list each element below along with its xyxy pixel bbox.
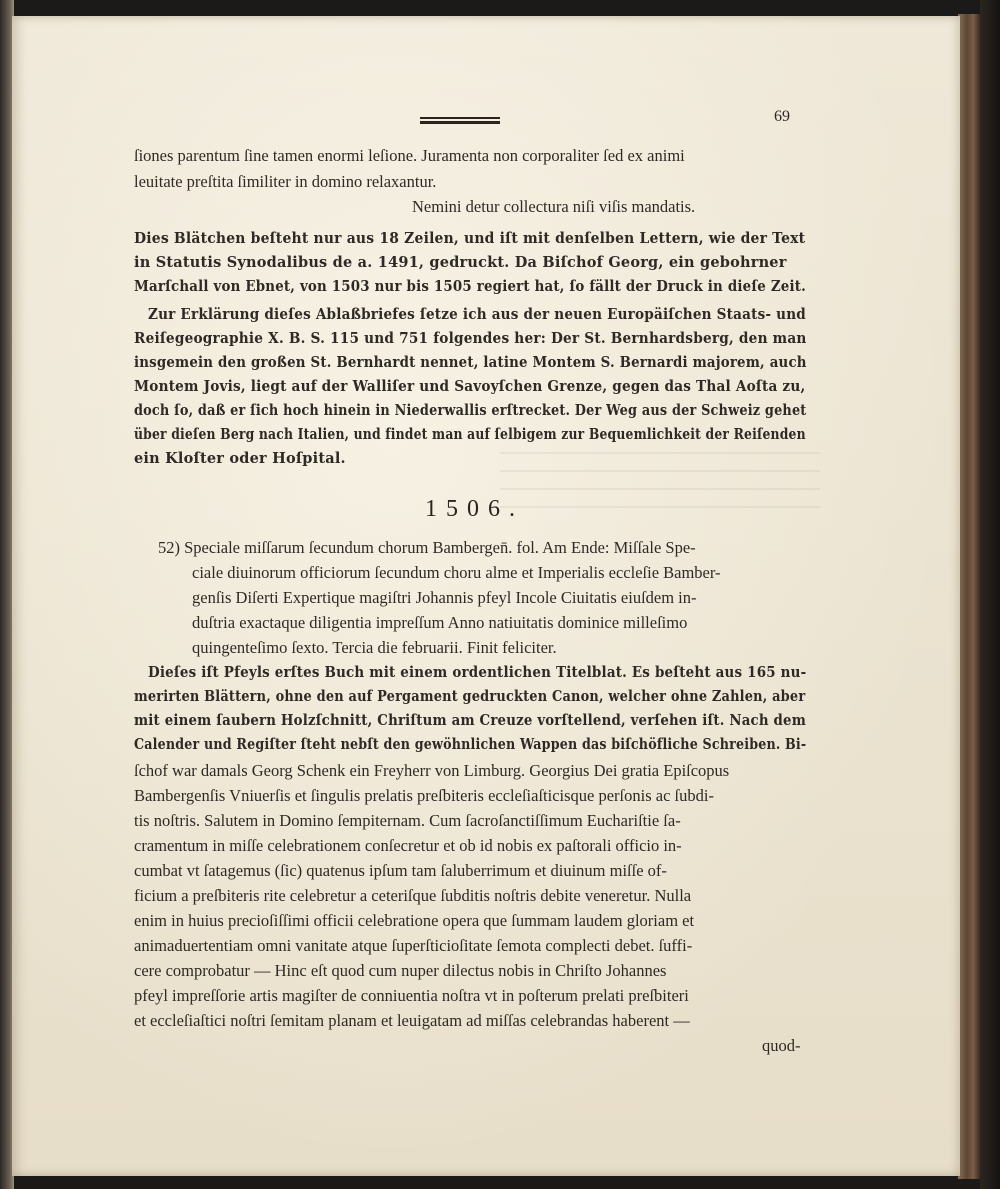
text-line: Reiſegeographie X. B. S. 115 und 751 folgendes her: Der St. Bernhardsberg, den man bbox=[134, 330, 807, 347]
text-line: tis noſtris. Salutem in Domino ſempiternam. Cum ſacroſanctiſſimum Euchariſtie ſa- bbox=[134, 811, 681, 830]
text-line: pfeyl impreſſorie artis magiſter de conniuentia noſtra vt in poſterum prelati preſbiteri bbox=[134, 986, 689, 1005]
text-line: Bambergenſis Vniuerſis et ſingulis prelatis preſbiteris eccleſiaſticisque perſonis ac ſubdi- bbox=[134, 786, 714, 805]
text-line: über dieſen Berg nach Italien, und findet man auf ſelbigem zur Bequemlichkeit der Reiſenden bbox=[134, 426, 806, 443]
entry-line: ciale diuinorum officiorum ſecundum choru alme et Imperialis eccleſie Bamber- bbox=[192, 563, 721, 582]
text-line: in Statutis Synodalibus de a. 1491, gedruckt. Da Biſchof Georg, ein gebohrner bbox=[134, 254, 787, 271]
text-line: leuitate preſtita ſimiliter in domino relaxantur. bbox=[134, 172, 437, 191]
text-line: cumbat vt ſatagemus (ſic) quatenus ipſum tam ſaluberrimum et diuinum miſſe of- bbox=[134, 861, 667, 880]
text-line: Dieſes iſt Pfeyls erſtes Buch mit einem ordentlichen Titelblat. Es beſteht aus 165 nu- bbox=[148, 664, 807, 681]
year-heading: 1506. bbox=[425, 496, 524, 522]
header-rule bbox=[420, 117, 500, 125]
book-cover-edge bbox=[958, 14, 980, 1179]
text-line: cramentum in miſſe celebrationem conſecretur et ob id nobis ex paſtorali officio in- bbox=[134, 836, 682, 855]
entry-line: 52) Speciale miſſarum ſecundum chorum Bambergen̄. fol. Am Ende: Miſſale Spe- bbox=[158, 538, 696, 557]
text-line: doch ſo, daß er ſich hoch hinein in Niederwallis erſtrecket. Der Weg aus der Schweiz gehet bbox=[134, 402, 807, 419]
page-number: 69 bbox=[774, 108, 790, 125]
text-line: ein Kloſter oder Hoſpital. bbox=[134, 450, 346, 467]
text-line: Nemini detur collectura niſi viſis mandatis. bbox=[412, 197, 696, 216]
text-line: Zur Erklärung dieſes Ablaßbriefes ſetze ich aus der neuen Europäiſchen Staats- und bbox=[148, 306, 806, 323]
catchword: quod- bbox=[762, 1036, 801, 1055]
text-line: Montem Jovis, liegt auf der Walliſer und Savoyſchen Grenze, gegen das Thal Aoſta zu, bbox=[134, 378, 806, 395]
text-line: cere comprobatur — Hinc eſt quod cum nuper dilectus nobis in Chriſto Johannes bbox=[134, 961, 667, 980]
text-line: mit einem ſaubern Holzſchnitt, Chriſtum am Creuze vorſtellend, verſehen iſt. Nach dem bbox=[134, 712, 806, 729]
text-line: animaduertentiam omni vanitate atque ſuperſticioſitate ſemota complecti debet. ſuffi- bbox=[134, 936, 693, 955]
bleed-through bbox=[500, 452, 820, 522]
text-line: ſchof war damals Georg Schenk ein Freyherr von Limburg. Georgius Dei gratia Epiſcopus bbox=[134, 761, 730, 780]
text-line: Calender und Regiſter ſteht nebſt den gewöhnlichen Wappen das biſchöfliche Schreiben. Bi- bbox=[134, 736, 807, 753]
text-line: ficium a preſbiteris rite celebretur a ceteriſque ſubditis noſtris debite veneretur. Nulla bbox=[134, 886, 692, 905]
text-line: Marſchall von Ebnet, von 1503 nur bis 1505 regiert hat, ſo fällt der Druck in dieſe Zeit. bbox=[134, 278, 806, 295]
text-line: insgemein den großen St. Bernhardt nennet, latine Montem S. Bernardi majorem, auch bbox=[134, 354, 807, 371]
text-line: et eccleſiaſtici noſtri ſemitam planam et leuigatam ad miſſas celebrandas haberent — bbox=[134, 1011, 690, 1030]
book-cover-outer bbox=[980, 0, 1000, 1189]
text-line: merirten Blättern, ohne den auf Pergament gedruckten Canon, welcher ohne Zahlen, aber bbox=[134, 688, 806, 705]
entry-line: duſtria exactaque diligentia impreſſum Anno natiuitatis dominice milleſimo bbox=[192, 613, 688, 632]
entry-line: quingenteſimo ſexto. Tercia die februarii. Finit feliciter. bbox=[192, 638, 557, 657]
entry-line: genſis Diſerti Expertique magiſtri Johannis pfeyl Incole Ciuitatis eiuſdem in- bbox=[192, 588, 697, 607]
text-line: Dies Blätchen beſteht nur aus 18 Zeilen, und iſt mit denſelben Lettern, wie der Text bbox=[134, 230, 806, 247]
text-line: ſiones parentum ſine tamen enormi leſione. Juramenta non corporaliter ſed ex animi bbox=[134, 146, 685, 165]
text-line: enim in huius precioſiſſimi officii celebratione opera que ſummam laudem gloriam et bbox=[134, 911, 695, 930]
